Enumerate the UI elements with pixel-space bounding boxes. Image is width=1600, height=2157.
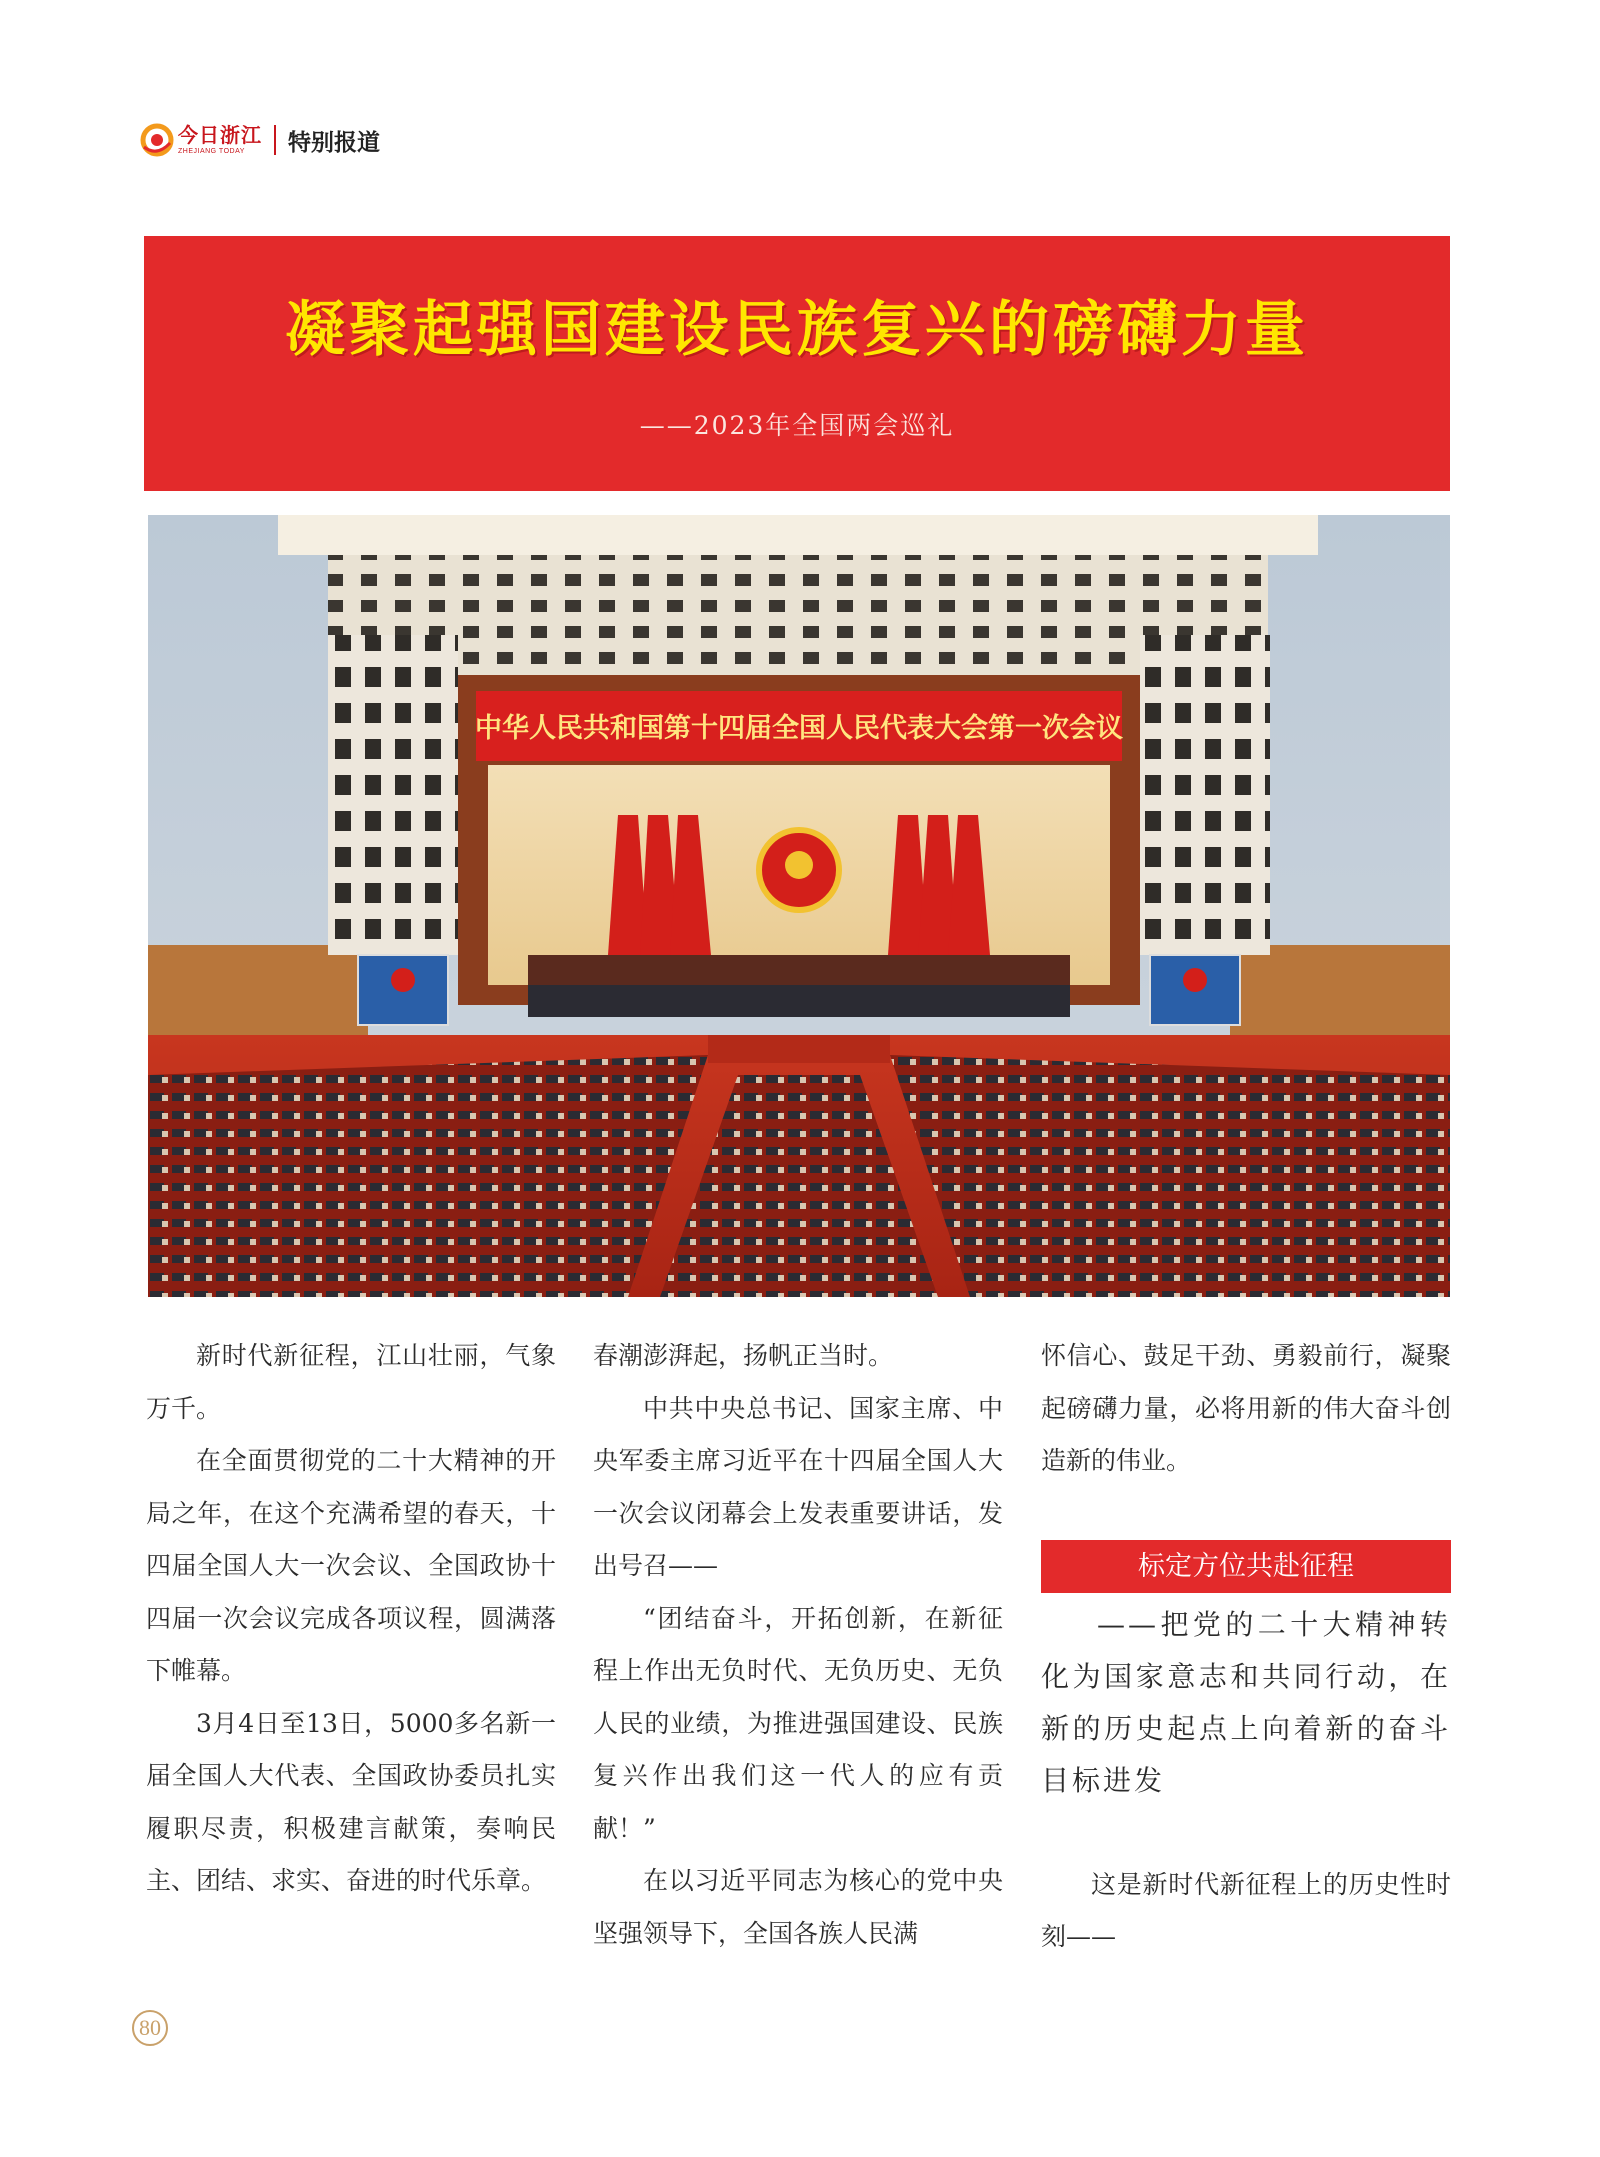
sun-logo-icon bbox=[140, 123, 174, 157]
stage-banner-text: 中华人民共和国第十四届全国人民代表大会第一次会议 bbox=[475, 713, 1123, 744]
header-divider bbox=[274, 125, 276, 155]
assembly-hall-illustration bbox=[148, 515, 1450, 1297]
great-hall-photo bbox=[148, 515, 1450, 1297]
article-column-3 bbox=[1041, 1330, 1451, 1964]
magazine-logo bbox=[140, 123, 262, 157]
paragraph: 新时代新征程，江山壮丽，气象万千。 bbox=[146, 1341, 556, 1423]
logo-chinese-name: 今日浙江 bbox=[178, 123, 262, 147]
article-column-1 bbox=[146, 1330, 556, 1908]
logo-english-name: ZHEJIANG TODAY bbox=[178, 148, 245, 155]
magazine-header bbox=[140, 118, 380, 162]
paragraph: “团结奋斗，开拓创新，在新征程上作出无负时代、无负历史、无负人民的业绩，为推进强国建设、民族复兴作出我们这一代人的应有贡献！” bbox=[593, 1603, 1003, 1843]
page-number: 80 bbox=[132, 2010, 168, 2046]
section-subheading-quote: ——把党的二十大精神转化为国家意志和共同行动，在新的历史起点上向着新的奋斗目标进发 bbox=[1041, 1607, 1451, 1797]
paragraph: 中共中央总书记、国家主席、中央军委主席习近平在十四届全国人大一次会议闭幕会上发表重要讲话，发出号召—— bbox=[593, 1393, 1003, 1580]
article-subtitle: ——2023年全国两会巡礼 bbox=[639, 411, 955, 440]
section-subheading: 标定方位共赴征程 bbox=[1041, 1540, 1451, 1593]
article-banner bbox=[144, 236, 1450, 491]
article-column-2 bbox=[593, 1330, 1003, 1960]
paragraph: 3月4日至13日，5000多名新一届全国人大代表、全国政协委员扎实履职尽责，积极建言献策，奏响民主、团结、求实、奋进的时代乐章。 bbox=[146, 1708, 556, 1895]
paragraph-continuation: 春潮澎湃起，扬帆正当时。 bbox=[593, 1341, 894, 1370]
article-title: 凝聚起强国建设民族复兴的磅礴力量 bbox=[285, 295, 1309, 365]
paragraph: 在全面贯彻党的二十大精神的开局之年，在这个充满希望的春天，十四届全国人大一次会议、全国政协十四届一次会议完成各项议程，圆满落下帷幕。 bbox=[146, 1446, 556, 1685]
paragraph-continuation: 怀信心、鼓足干劲、勇毅前行，凝聚起磅礴力量，必将用新的伟大奋斗创造新的伟业。 bbox=[1041, 1341, 1451, 1475]
paragraph: 在以习近平同志为核心的党中央坚强领导下，全国各族人民满 bbox=[593, 1866, 1003, 1948]
section-label: 特别报道 bbox=[288, 129, 380, 156]
paragraph: 这是新时代新征程上的历史性时刻—— bbox=[1041, 1869, 1451, 1951]
